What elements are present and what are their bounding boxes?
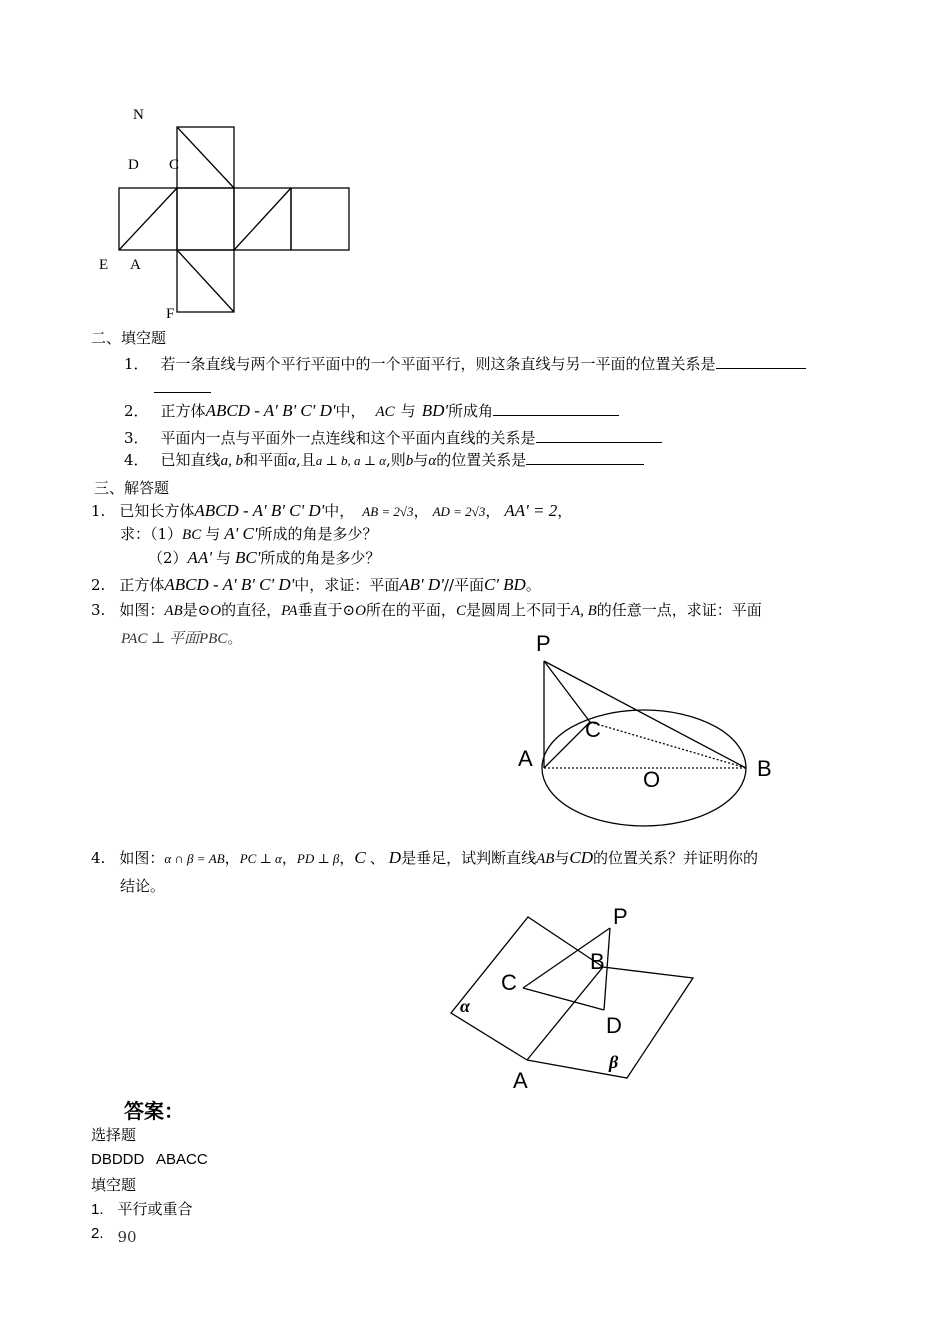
solve-q1-mid1: 中，	[324, 502, 355, 520]
answers-choice-values: DBDDD ABACC	[91, 1151, 208, 1168]
answers-choice-title: 选择题	[91, 1126, 137, 1144]
fill-q4-mid3: ,则	[386, 451, 406, 469]
solve-q2-mid2: //平面	[443, 576, 484, 594]
answers-fill-item-1-text: 平行或重合	[117, 1200, 193, 1218]
fig4-label-c: C	[501, 970, 517, 995]
solve-q4-e1: α ∩ β = AB	[164, 851, 225, 866]
fill-q4-expr3: a ⊥ b, a ⊥ α	[315, 453, 387, 468]
net-label-c: C	[169, 157, 180, 173]
fill-q2-expr1: ABCD - A' B' C' D'	[205, 401, 336, 420]
fill-q2-expr2: AC	[375, 404, 395, 420]
fig3-label-b: B	[757, 756, 772, 781]
solve-q3-pre: 如图：	[119, 601, 165, 619]
net-label-n: N	[133, 107, 144, 123]
fill-q4-expr1: a, b	[220, 453, 244, 469]
solve-q1-sep2: ，	[485, 502, 501, 520]
net-label-e: E	[99, 257, 109, 273]
solve-q4-s4: 、	[369, 849, 385, 867]
net-label-a: A	[130, 257, 141, 273]
answers-fill-title: 填空题	[91, 1176, 137, 1194]
section-3-title: 三、解答题	[94, 479, 170, 497]
section-2-title: 二、填空题	[91, 329, 167, 347]
solve-q4-e5: D	[388, 848, 402, 867]
solve-q3-e3: PA	[281, 603, 298, 619]
solve-q1-sub1-post: 所成的角是多少？	[257, 525, 378, 543]
solve-q2-num: 2.	[91, 576, 106, 594]
solve-q3-m4: 所在的平面，	[365, 601, 456, 619]
solve-q1-sub2-mid: 与	[215, 549, 231, 567]
fill-q2-pre: 正方体	[160, 402, 206, 420]
solve-q4-line2: 结论。	[120, 877, 166, 895]
solve-q3-e2: O	[210, 603, 222, 619]
solve-q1-sub1-pre: 求：（1）	[120, 525, 183, 543]
solve-q1-expr2: AB = 2√3	[362, 504, 414, 519]
solve-q1-sub1-mid: 与	[205, 525, 221, 543]
answers-fill-item-2-text: 90	[117, 1228, 137, 1246]
fill-q4-pre: 已知直线	[160, 451, 221, 469]
solve-q2-expr2: AB' D'	[399, 575, 444, 594]
solve-q4-post: 的位置关系？并证明你的	[593, 849, 759, 867]
solve-q1-sub2-e1: AA'	[187, 548, 212, 567]
fill-q4-mid4: 与	[413, 451, 429, 469]
net-label-f: F	[166, 306, 175, 322]
solve-q4-s1: ，	[224, 849, 240, 867]
answers-fill-item-1	[91, 1199, 193, 1220]
fig4-label-p: P	[613, 904, 628, 929]
solve-q3-m6: 的任意一点，求证：平面	[596, 601, 762, 619]
solve-q4-s2: ，	[281, 849, 297, 867]
solve-q3-line2-expr: PAC ⊥ 平面PBC	[121, 631, 228, 647]
net-label-d: D	[128, 157, 139, 173]
fill-q1-num: 1．	[124, 355, 149, 373]
solve-q4-e3: PD ⊥ β	[296, 851, 340, 866]
fig4-label-b: B	[590, 949, 605, 974]
fig3-label-c: C	[585, 717, 601, 742]
solve-q3-e4: O	[355, 603, 366, 619]
fig4-label-beta: β	[609, 1052, 619, 1072]
solve-q1-num: 1.	[91, 502, 106, 520]
solve-q2-mid1: 中，求证：平面	[294, 576, 400, 594]
answers-fill-item-1-num: 1.	[91, 1201, 104, 1218]
fig4-label-d: D	[606, 1013, 622, 1038]
answers-title: 答案：	[124, 1099, 184, 1123]
solve-q4-pre: 如图：	[119, 849, 165, 867]
solve-q3-m1: 是⊙	[182, 601, 211, 619]
fig4-label-a: A	[513, 1068, 528, 1093]
solve-q3-m3: 垂直于⊙	[297, 601, 356, 619]
solve-q1-expr3: AD = 2√3	[432, 504, 486, 519]
fill-q2-mid1: 中，	[335, 402, 366, 420]
solve-q3-m2: 的直径，	[221, 601, 282, 619]
solve-q4-s3: ，	[339, 849, 355, 867]
solve-q3-num: 3.	[91, 601, 106, 619]
fill-q4-mid1: 和平面	[243, 451, 289, 469]
solve-q4-m6: 与	[554, 849, 570, 867]
fill-q2-expr3: BD'	[421, 401, 448, 420]
fig4-label-alpha: α	[460, 996, 470, 1016]
fill-q4-post: 的位置关系是	[436, 451, 527, 469]
fill-q3-num: 3．	[124, 429, 149, 447]
solve-q4-m5: 是垂足，试判断直线	[401, 849, 537, 867]
fig3-label-p: P	[536, 631, 551, 656]
solve-q3-e5: C	[455, 603, 466, 619]
solve-q1-expr4: AA' = 2	[504, 501, 558, 520]
fill-q4-mid2: ,且	[295, 451, 316, 469]
solve-q1-sub2-post: 所成的角是多少？	[260, 549, 381, 567]
fig3-label-a: A	[518, 746, 533, 771]
fill-q1-text: 若一条直线与两个平行平面中的一个平面平行，则这条直线与另一平面的位置关系是	[160, 355, 716, 373]
solve-q4-num: 4.	[91, 849, 106, 867]
fill-q4-expr4: b	[405, 453, 414, 469]
solve-q3-line2-end: 。	[227, 629, 243, 647]
solve-q1-sub2-e2: BC'	[234, 548, 261, 567]
solve-q4-e6: AB	[536, 851, 555, 867]
solve-q1-sep3: ，	[557, 502, 573, 520]
fill-q2-num: 2．	[124, 402, 149, 420]
solve-q1-sub2-pre: （2）	[148, 549, 188, 567]
solve-q1-sub1-e1: BC	[182, 527, 202, 543]
fill-q4-expr5: α	[428, 453, 437, 469]
solve-q4-e7: CD	[569, 848, 594, 867]
answers-fill-item-2	[91, 1223, 137, 1244]
solve-q1-pre: 已知长方体	[119, 502, 195, 520]
fill-q2-post: 所成角	[447, 402, 493, 420]
solve-q2-pre: 正方体	[119, 576, 165, 594]
fig3-label-o: O	[643, 767, 661, 792]
solve-q2-expr3: C' BD	[483, 575, 526, 594]
solve-q3-e1: AB	[164, 603, 183, 619]
solve-q1-sub1-e2: A' C'	[224, 524, 258, 543]
solve-q2-expr1: ABCD - A' B' C' D'	[164, 575, 295, 594]
answers-fill-item-2-num: 2.	[91, 1225, 104, 1242]
solve-q2-post: 。	[525, 576, 541, 594]
fill-q3-text: 平面内一点与平面外一点连线和这个平面内直线的关系是	[160, 429, 536, 447]
fill-q4-num: 4．	[124, 451, 149, 469]
solve-q1-expr1: ABCD - A' B' C' D'	[194, 501, 325, 520]
solve-q3-m5: 是圆周上不同于	[465, 601, 571, 619]
solve-q4-e2: PC ⊥ α	[239, 851, 282, 866]
solve-q3-e6: A, B	[570, 603, 597, 619]
fill-q2-mid2: 与	[400, 402, 416, 420]
solve-q4-e4: C	[354, 848, 366, 867]
solve-q1-sep1: ，	[413, 502, 429, 520]
fill-q4-expr2: α	[288, 453, 296, 469]
